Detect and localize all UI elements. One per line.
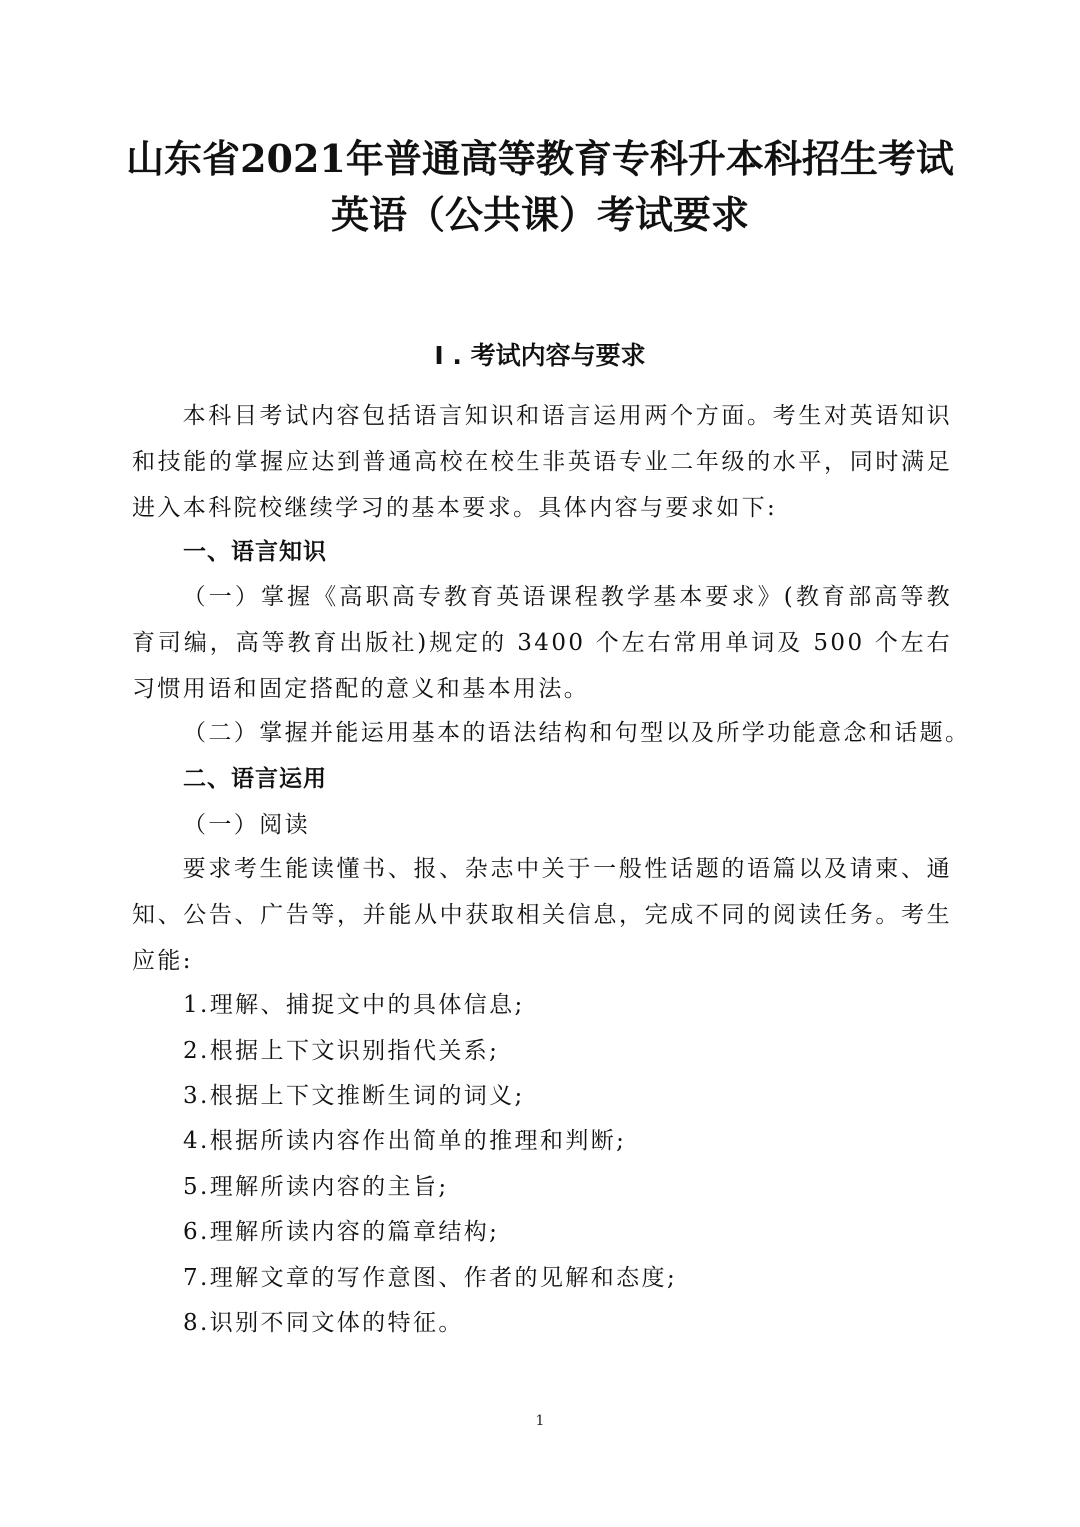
reading-list-item: 4.根据所读内容作出简单的推理和判断;: [183, 1128, 627, 1154]
document-title-line-1: 山东省2021年普通高等教育专科升本科招生考试: [126, 136, 954, 181]
reading-list-item: 1.理解、捕捉文中的具体信息;: [183, 992, 525, 1018]
subheading-reading: （一）阅读: [183, 812, 310, 838]
section-title: I . 考试内容与要求: [434, 341, 646, 370]
reading-list-item: 2.根据上下文识别指代关系;: [183, 1038, 500, 1064]
intro-paragraph: 本科目考试内容包括语言知识和语言运用两个方面。考生对英语知识和技能的掌握应达到普通高校在校生非英语专业二年级的水平，同时满足进入本科院校继续学习的基本要求。具体内容与要求如下:: [132, 403, 952, 521]
knowledge-item-1: （一）掌握《高职高专教育英语课程教学基本要求》(教育部高等教育司编，高等教育出版社)规定的 3400 个左右常用单词及 500 个左右习惯用语和固定搭配的意义和基本用法。: [132, 584, 952, 702]
page-number: 1: [535, 1413, 545, 1429]
reading-list-item: 5.理解所读内容的主旨;: [183, 1174, 449, 1200]
reading-intro-paragraph: 要求考生能读懂书、报、杂志中关于一般性话题的语篇以及请柬、通知、公告、广告等，并能从中获取相关信息，完成不同的阅读任务。考生应能:: [132, 856, 952, 974]
reading-list-item: 3.根据上下文推断生词的词义;: [183, 1083, 525, 1109]
document-title-line-2: 英语（公共课）考试要求: [330, 192, 749, 237]
knowledge-item-2: （二）掌握并能运用基本的语法结构和句型以及所学功能意念和话题。: [183, 720, 971, 746]
reading-list-item: 6.理解所读内容的篇章结构;: [183, 1219, 500, 1245]
heading-language-use: 二、语言运用: [183, 766, 327, 792]
heading-language-knowledge: 一、语言知识: [183, 539, 327, 565]
reading-list-item: 8.识别不同文体的特征。: [183, 1310, 464, 1336]
reading-list-item: 7.理解文章的写作意图、作者的见解和态度;: [183, 1265, 678, 1291]
